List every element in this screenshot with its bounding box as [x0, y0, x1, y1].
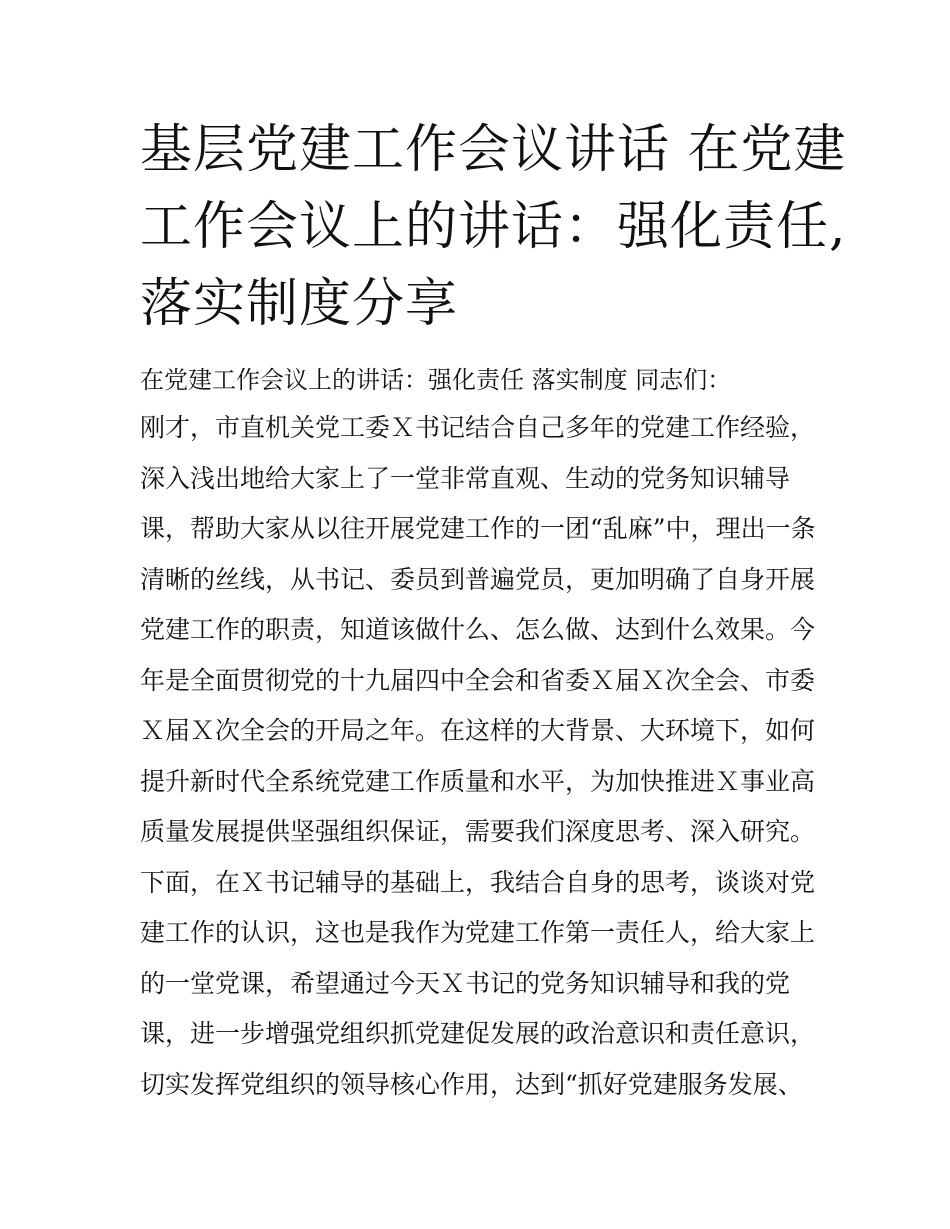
body-line: 质量发展提供坚强组织保证，需要我们深度思考、深入研究。: [140, 817, 816, 846]
intro-line: 在党建工作会议上的讲话：强化责任 落实制度 同志们：: [140, 366, 732, 394]
title-line: 工作会议上的讲话：强化责任,: [140, 197, 847, 257]
body-line: 年是全面贯彻党的十九届四中全会和省委Ｘ届Ｘ次全会、市委: [140, 665, 816, 695]
body-line: 的一堂党课，希望通过今天Ｘ书记的党务知识辅导和我的党: [140, 968, 791, 998]
body-line: 课，进一步增强党组织抓党建促发展的政治意识和责任意识，: [140, 1019, 816, 1048]
body-line: 党建工作的职责，知道该做什么、怎么做、达到什么效果。今: [140, 615, 816, 644]
body-line: 切实发挥党组织的领导核心作用，达到“抓好党建服务发展、: [140, 1069, 803, 1099]
body-line: 课，帮助大家从以往开展党建工作的一团“乱麻”中，理出一条: [140, 514, 816, 543]
body-line: 建工作的认识，这也是我作为党建工作第一责任人，给大家上: [140, 918, 816, 947]
body-line: 清晰的丝线，从书记、委员到普遍党员，更加明确了自身开展: [140, 564, 816, 594]
document-body: [140, 357, 820, 1110]
body-line: 提升新时代全系统党建工作质量和水平，为加快推进Ｘ事业高: [140, 766, 816, 796]
body-line: 下面，在Ｘ书记辅导的基础上，我结合自身的思考，谈谈对党: [140, 867, 816, 897]
title-line: 落实制度分享: [140, 274, 459, 334]
title-line: 基层党建工作会议讲话 在党建: [140, 120, 847, 180]
body-line: 刚才，市直机关党工委Ｘ书记结合自己多年的党建工作经验，: [140, 413, 816, 442]
document-title: [140, 112, 847, 343]
body-line: Ｘ届Ｘ次全会的开局之年。在这样的大背景、大环境下，如何: [140, 716, 816, 745]
body-line: 深入浅出地给大家上了一堂非常直观、生动的党务知识辅导: [140, 463, 791, 493]
